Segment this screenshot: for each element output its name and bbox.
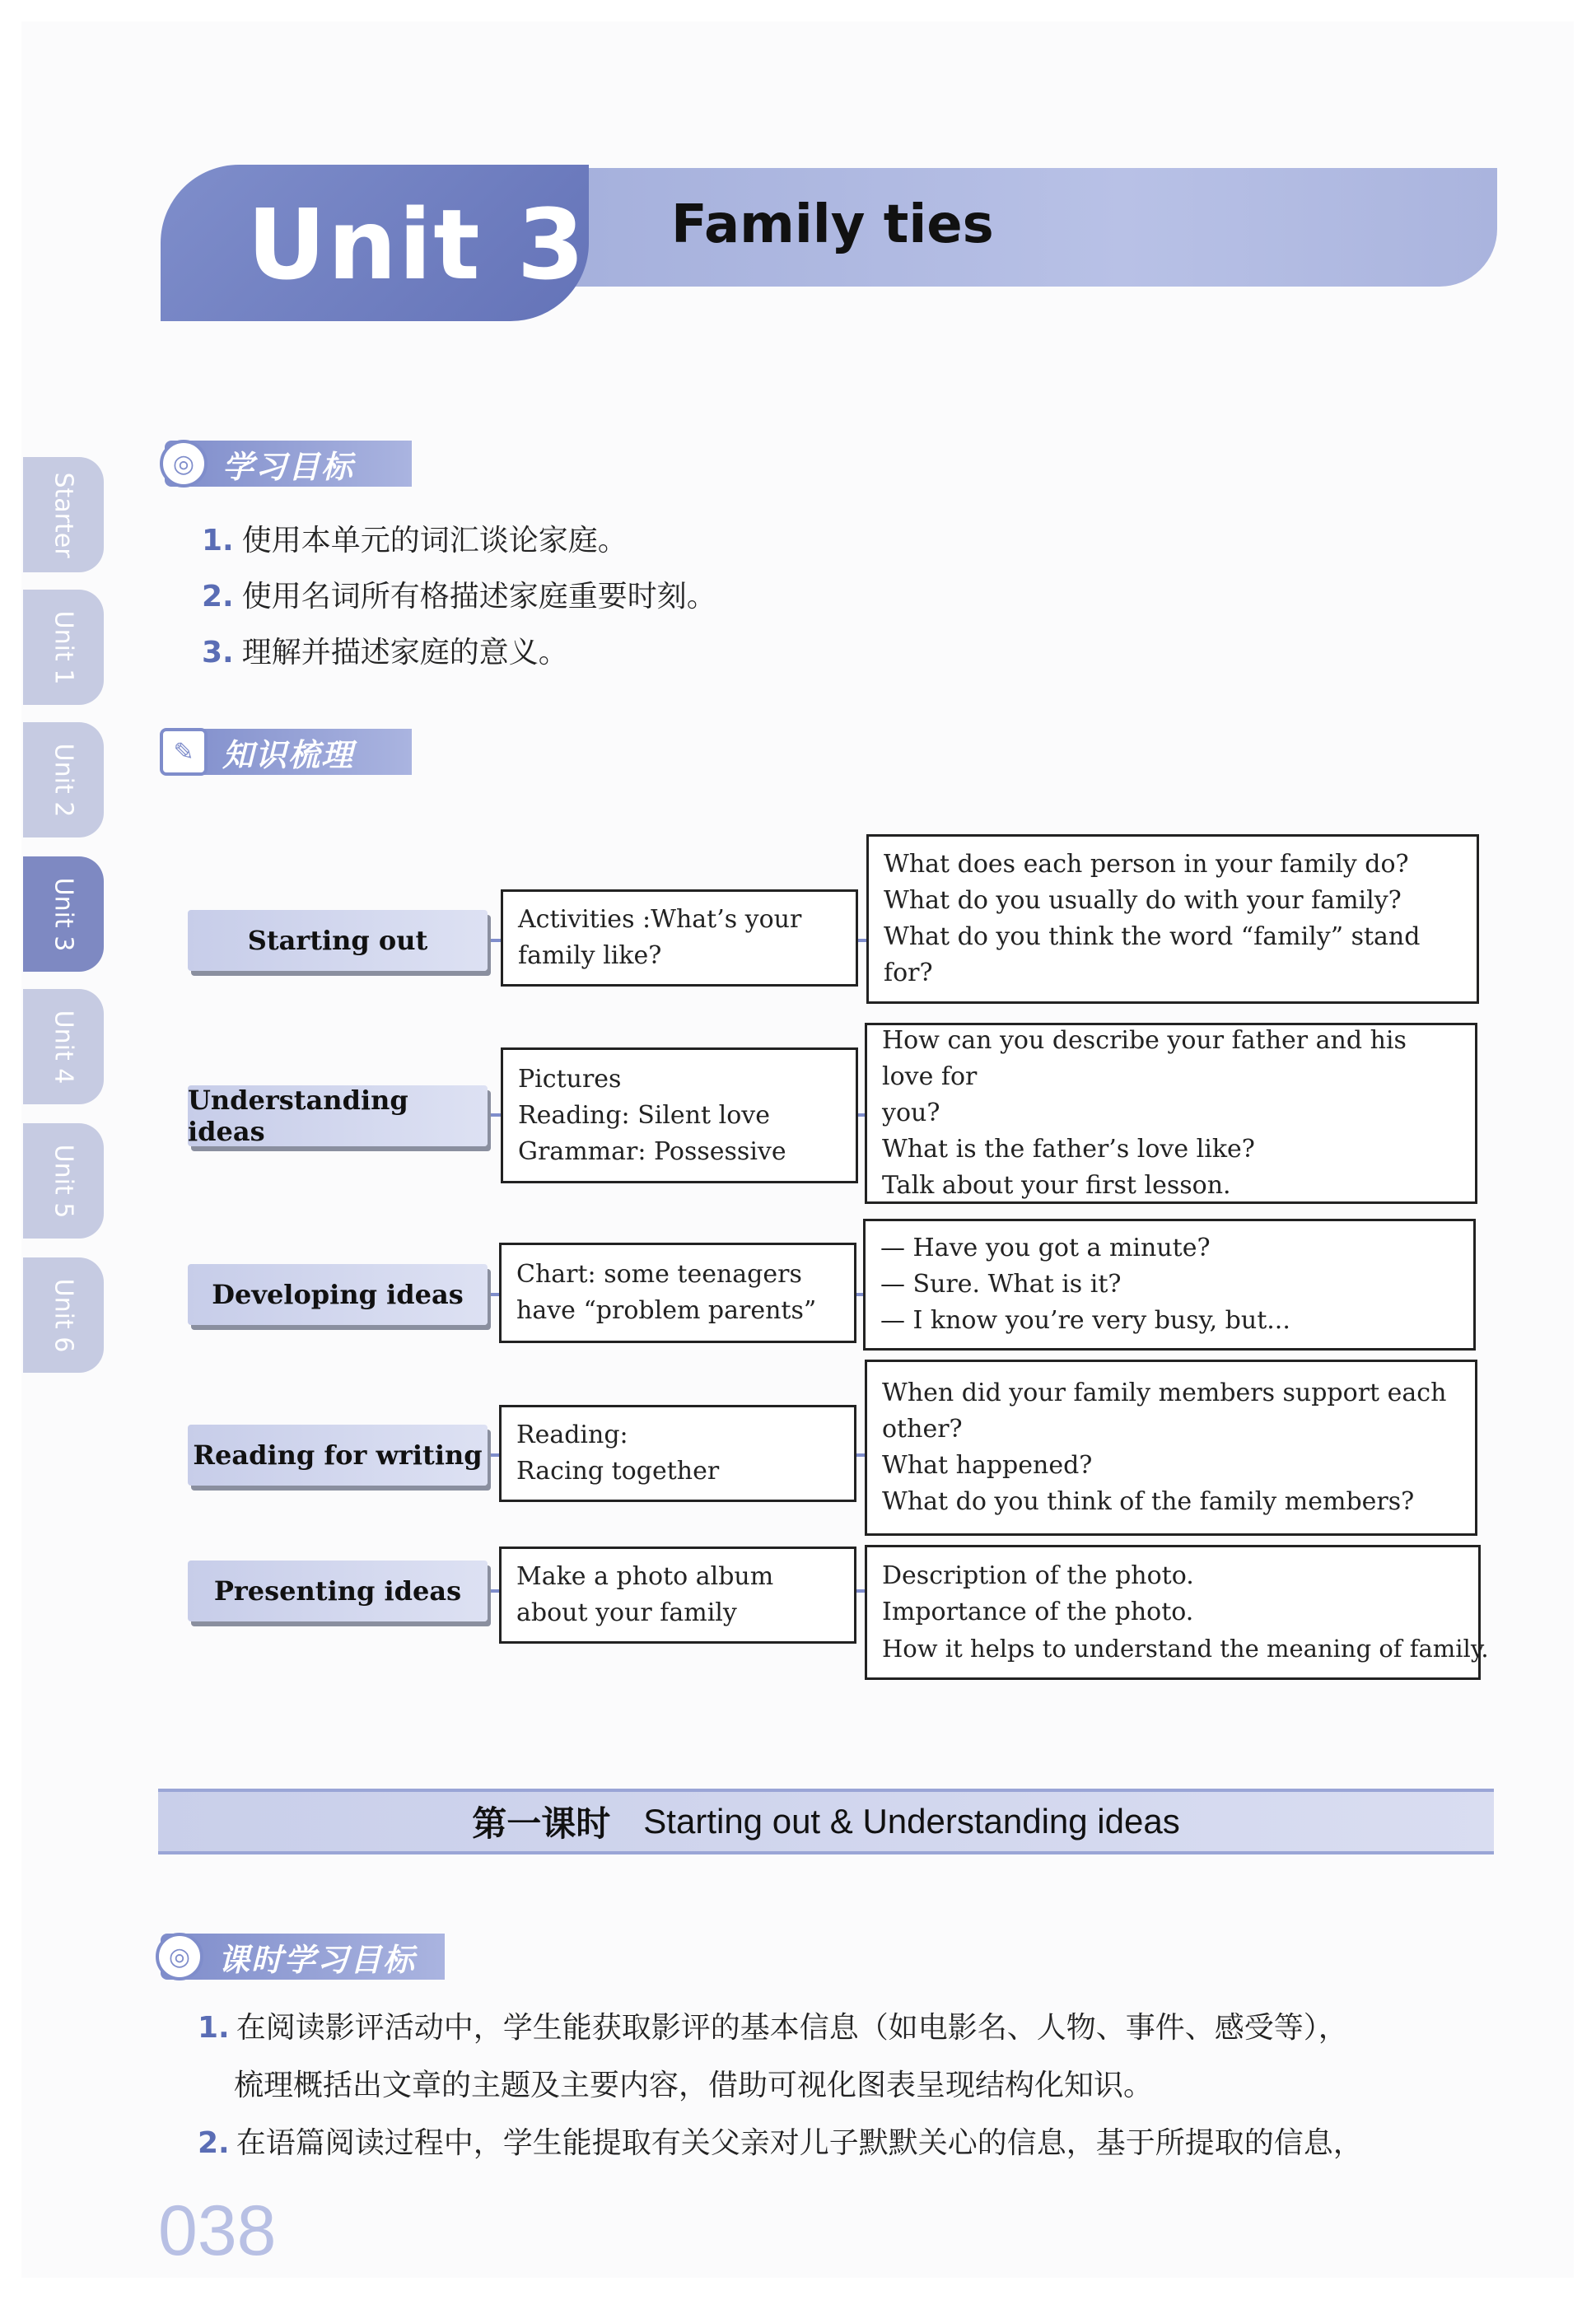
side-tab-unit3[interactable]: [23, 856, 104, 972]
stage-developing-ideas: Developing ideas: [188, 1264, 488, 1325]
section-heading-lesson-goals: [161, 1934, 445, 1980]
stage-reading-for-writing: Reading for writing: [188, 1425, 488, 1486]
question-line: Description of the photo.: [882, 1561, 1194, 1590]
activity-line: Reading: Silent love: [518, 1100, 770, 1130]
connector: [491, 1113, 501, 1117]
side-tab-label: Unit 5: [49, 1144, 78, 1218]
activity-box: [499, 1405, 856, 1502]
section-heading-text: 学习目标: [222, 448, 355, 485]
lesson-title-bar: [158, 1789, 1494, 1854]
connector: [491, 1589, 499, 1593]
question-line: other?: [882, 1415, 963, 1444]
question-line: How it helps to understand the meaning of family.: [882, 1635, 1489, 1663]
side-tab-label: Unit 6: [49, 1278, 78, 1352]
question-line: What do you think of the family members?: [882, 1487, 1415, 1516]
stage-understanding-ideas: Understanding ideas: [188, 1085, 488, 1146]
side-tab-unit4[interactable]: [23, 989, 104, 1104]
section-heading-text: 知识梳理: [222, 736, 355, 773]
activity-line: Reading:: [516, 1421, 628, 1449]
question-line: you?: [882, 1099, 940, 1127]
questions-box: [865, 1545, 1489, 1680]
side-tab-unit2[interactable]: [23, 722, 104, 837]
connector: [491, 939, 501, 942]
activity-box: [499, 1243, 856, 1343]
section-heading-text: 课时学习目标: [218, 1941, 417, 1978]
question-line: Talk about your first lesson.: [882, 1171, 1231, 1200]
lesson-number: 第一课时: [472, 1803, 611, 1844]
activity-line: Chart: some teenagers: [516, 1260, 802, 1289]
question-line: What happened?: [882, 1451, 1093, 1480]
side-tab-unit5[interactable]: [23, 1123, 104, 1239]
goal-item: [202, 573, 716, 615]
side-tab-unit6[interactable]: [23, 1257, 104, 1373]
side-tab-label: Starter: [49, 471, 78, 558]
activity-box: [499, 1547, 856, 1644]
questions-box: [865, 1360, 1477, 1536]
target-icon: ◎: [160, 440, 208, 488]
side-tab-unit1[interactable]: [23, 590, 104, 705]
goal-text: 使用本单元的词汇谈论家庭。: [241, 524, 628, 558]
activity-box: [501, 889, 858, 987]
goal-number: 1.: [198, 2011, 230, 2045]
question-line: What do you think the word “family” stand for?: [884, 922, 1421, 987]
activity-box: [501, 1047, 858, 1183]
unit-label: Unit 3: [247, 188, 586, 301]
question-line: Importance of the photo.: [882, 1598, 1194, 1626]
question-line: How can you describe your father and his love for: [882, 1026, 1407, 1091]
side-tab-label: Unit 4: [49, 1010, 78, 1084]
page-number: 038: [158, 2191, 277, 2270]
activity-line: have “problem parents”: [516, 1296, 817, 1325]
question-line: What is the father’s love like?: [882, 1135, 1255, 1164]
question-line: What do you usually do with your family?: [884, 886, 1402, 915]
activity-line: Activities :What’s your: [518, 905, 802, 934]
goal-item: [202, 629, 568, 671]
activity-line: Make a photo album: [516, 1562, 774, 1591]
goal-number: 2.: [198, 2126, 230, 2160]
stage-starting-out: Starting out: [188, 910, 488, 971]
question-line: — I know you’re very busy, but...: [880, 1306, 1290, 1335]
side-tab-label: Unit 3: [49, 877, 78, 951]
connector: [491, 1453, 499, 1457]
goal-item: [202, 517, 628, 559]
side-tab-label: Unit 2: [49, 743, 78, 817]
activity-line: Pictures: [518, 1064, 622, 1094]
question-line: — Have you got a minute?: [880, 1234, 1211, 1262]
goal-number: 1.: [202, 524, 234, 558]
questions-box: [866, 834, 1479, 1004]
lesson-title: Starting out & Understanding ideas: [643, 1802, 1180, 1840]
section-heading-goals: [165, 441, 412, 487]
unit-title: Family ties: [671, 194, 994, 255]
question-line: What does each person in your family do?: [884, 850, 1409, 879]
activity-line: Racing together: [516, 1457, 720, 1486]
side-tab-label: Unit 1: [49, 610, 78, 684]
questions-box: [863, 1219, 1476, 1351]
section-heading-knowledge: [165, 729, 412, 775]
goal-number: 3.: [202, 636, 234, 669]
lesson-goal-item: [198, 1999, 1499, 2172]
notebook-icon: ✎: [160, 728, 208, 776]
goal-text: 理解并描述家庭的意义。: [241, 636, 568, 669]
question-line: — Sure. What is it?: [880, 1270, 1122, 1299]
activity-line: family like?: [518, 941, 662, 970]
activity-line: about your family: [516, 1598, 737, 1627]
goal-number: 2.: [202, 580, 234, 613]
goal-text: 在阅读影评活动中，学生能获取影评的基本信息（如电影名、人物、事件、感受等），: [236, 2011, 1348, 2045]
goal-text: 使用名词所有格描述家庭重要时刻。: [241, 580, 716, 613]
questions-box: [865, 1023, 1477, 1204]
goal-text: 在语篇阅读过程中，学生能提取有关父亲对儿子默默关心的信息，基于所提取的信息，: [236, 2126, 1363, 2160]
goal-text: 梳理概括出文章的主题及主要内容，借助可视化图表呈现结构化知识。: [234, 2069, 1154, 2102]
side-tab-starter[interactable]: [23, 457, 104, 572]
target-icon: ◎: [156, 1933, 203, 1980]
stage-presenting-ideas: Presenting ideas: [188, 1561, 488, 1621]
question-line: When did your family members support each: [882, 1379, 1447, 1407]
activity-line: Grammar: Possessive: [518, 1136, 786, 1166]
